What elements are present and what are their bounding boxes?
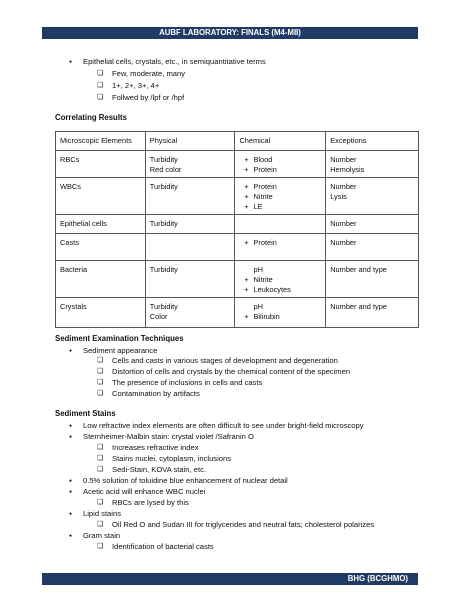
physical-line: Turbidity	[149, 302, 178, 311]
stains-subitem: ❏ Stains nuclei, cytoplasm, inclusions	[112, 454, 231, 463]
physical-line: Red color	[149, 165, 182, 174]
stains-bullet: ● Lipid stains	[83, 509, 121, 518]
stains-bullet: ● Sternheimer-Malbin stain: crystal violet /Safranin O	[83, 432, 254, 441]
plus-sign: +	[244, 182, 249, 191]
cell-element: WBCs	[56, 178, 146, 215]
exception-line: Number	[330, 182, 357, 191]
table-row	[56, 178, 419, 215]
cell-chemical	[235, 234, 326, 261]
footer-label: BHG (BCGHMO)	[347, 574, 408, 583]
header-bar	[42, 27, 418, 39]
column-header: Exceptions	[326, 132, 419, 151]
physical-line: Color	[149, 312, 168, 321]
cell-element: RBCs	[56, 151, 146, 178]
exception-line: Number and type	[330, 265, 387, 274]
stains-bullet: ● Low refractive index elements are often difficult to see under bright-field microscopy	[83, 421, 364, 430]
cell-exceptions	[326, 151, 419, 178]
chemical-line: Protein	[253, 238, 277, 247]
chemical-line: Blood	[253, 155, 273, 164]
table-row	[56, 151, 419, 178]
cell-element: Bacteria	[56, 261, 146, 298]
cell-physical	[145, 261, 235, 298]
exception-line: Number and type	[330, 302, 387, 311]
stains-subitem: ❏ Oil Red O and Sudan III for triglycerides and neutral fats; cholesterol polarizes	[112, 520, 374, 529]
plus-sign: +	[244, 165, 249, 174]
table-row	[56, 298, 419, 328]
cell-physical	[145, 234, 235, 261]
cell-element: Epithelial cells	[56, 215, 146, 234]
physical-line: Turbidity	[149, 219, 178, 228]
chemical-line: Leukocytes	[253, 285, 291, 294]
intro-subitem: ❏ Follwed by /lpf or /hpf	[112, 93, 184, 102]
column-header: Microscopic Elements	[56, 132, 146, 151]
techniques-subitem: ❏ Cells and casts in various stages of development and degeneration	[112, 356, 338, 365]
cell-physical	[145, 151, 235, 178]
plus-sign: +	[244, 202, 249, 211]
chemical-line: Protein	[253, 165, 277, 174]
stains-subitem: ❏ Increases refractive index	[112, 443, 199, 452]
footer-bar	[42, 573, 418, 585]
physical-line: Turbidity	[149, 265, 178, 274]
cell-chemical	[235, 151, 326, 178]
cell-chemical	[235, 215, 326, 234]
page-header-title: AUBF LABORATORY: FINALS (M4-M8)	[159, 28, 301, 37]
plus-sign: +	[244, 285, 249, 294]
chemical-line: Bilirubin	[253, 312, 280, 321]
cell-chemical	[235, 298, 326, 328]
chemical-line: Nitrite	[253, 192, 273, 201]
exception-line: Number	[330, 155, 357, 164]
chemical-line: Protein	[253, 182, 277, 191]
cell-exceptions	[326, 234, 419, 261]
stains-bullet: ● Acetic acid will enhance WBC nuclei	[83, 487, 205, 496]
techniques-subitem: ❏ Distortion of cells and crystals by the chemical content of the specimen	[112, 367, 350, 376]
intro-bullet: ● Epithelial cells, crystals, etc., in semiquantitative terms	[83, 57, 266, 66]
chemical-line: LE	[253, 202, 263, 211]
cell-chemical	[235, 261, 326, 298]
cell-physical	[145, 298, 235, 328]
cell-physical	[145, 178, 235, 215]
stains-bullet: ● 0.5% solution of toluidine blue enhancement of nuclear detail	[83, 476, 288, 485]
stains-subitem: ❏ RBCs are lysed by this	[112, 498, 189, 507]
physical-line: Turbidity	[149, 182, 178, 191]
plus-sign: +	[244, 155, 249, 164]
table-row	[56, 234, 419, 261]
stains-subitem: ❏ Sedi-Stain, KOVA stain, etc.	[112, 465, 206, 474]
column-header: Chemical	[235, 132, 326, 151]
table-row	[56, 261, 419, 298]
plus-sign: +	[244, 275, 249, 284]
exception-line: Number	[330, 238, 357, 247]
cell-element: Crystals	[56, 298, 146, 328]
plus-sign: +	[244, 192, 249, 201]
cell-exceptions	[326, 178, 419, 215]
cell-element: Casts	[56, 234, 146, 261]
cell-physical	[145, 215, 235, 234]
intro-subitem: ❏ 1+, 2+, 3+, 4+	[112, 81, 159, 90]
column-header: Physical	[145, 132, 235, 151]
cell-exceptions	[326, 298, 419, 328]
techniques-heading: Sediment Examination Techniques	[55, 334, 184, 343]
stains-heading: Sediment Stains	[55, 409, 116, 418]
table-row	[56, 215, 419, 234]
chemical-line: pH	[253, 302, 263, 311]
cell-exceptions	[326, 261, 419, 298]
stains-bullet: ● Gram stain	[83, 531, 120, 540]
plus-sign: +	[244, 312, 249, 321]
cell-exceptions	[326, 215, 419, 234]
correlating-table	[55, 131, 419, 328]
correlating-heading: Correlating Results	[55, 113, 127, 122]
stains-subitem: ❏ Identification of bacterial casts	[112, 542, 214, 551]
table-header-row	[56, 132, 419, 151]
chemical-line: pH	[253, 265, 263, 274]
techniques-subitem: ❏ The presence of inclusions in cells and casts	[112, 378, 262, 387]
techniques-subitem: ❏ Contamination by artifacts	[112, 389, 200, 398]
physical-line: Turbidity	[149, 155, 178, 164]
exception-line: Hemolysis	[330, 165, 365, 174]
exception-line: Lysis	[330, 192, 347, 201]
exception-line: Number	[330, 219, 357, 228]
plus-sign: +	[244, 238, 249, 247]
cell-chemical	[235, 178, 326, 215]
intro-subitem: ❏ Few, moderate, many	[112, 69, 185, 78]
chemical-line: Nitrite	[253, 275, 273, 284]
techniques-bullet: ● Sediment appearance	[83, 346, 157, 355]
